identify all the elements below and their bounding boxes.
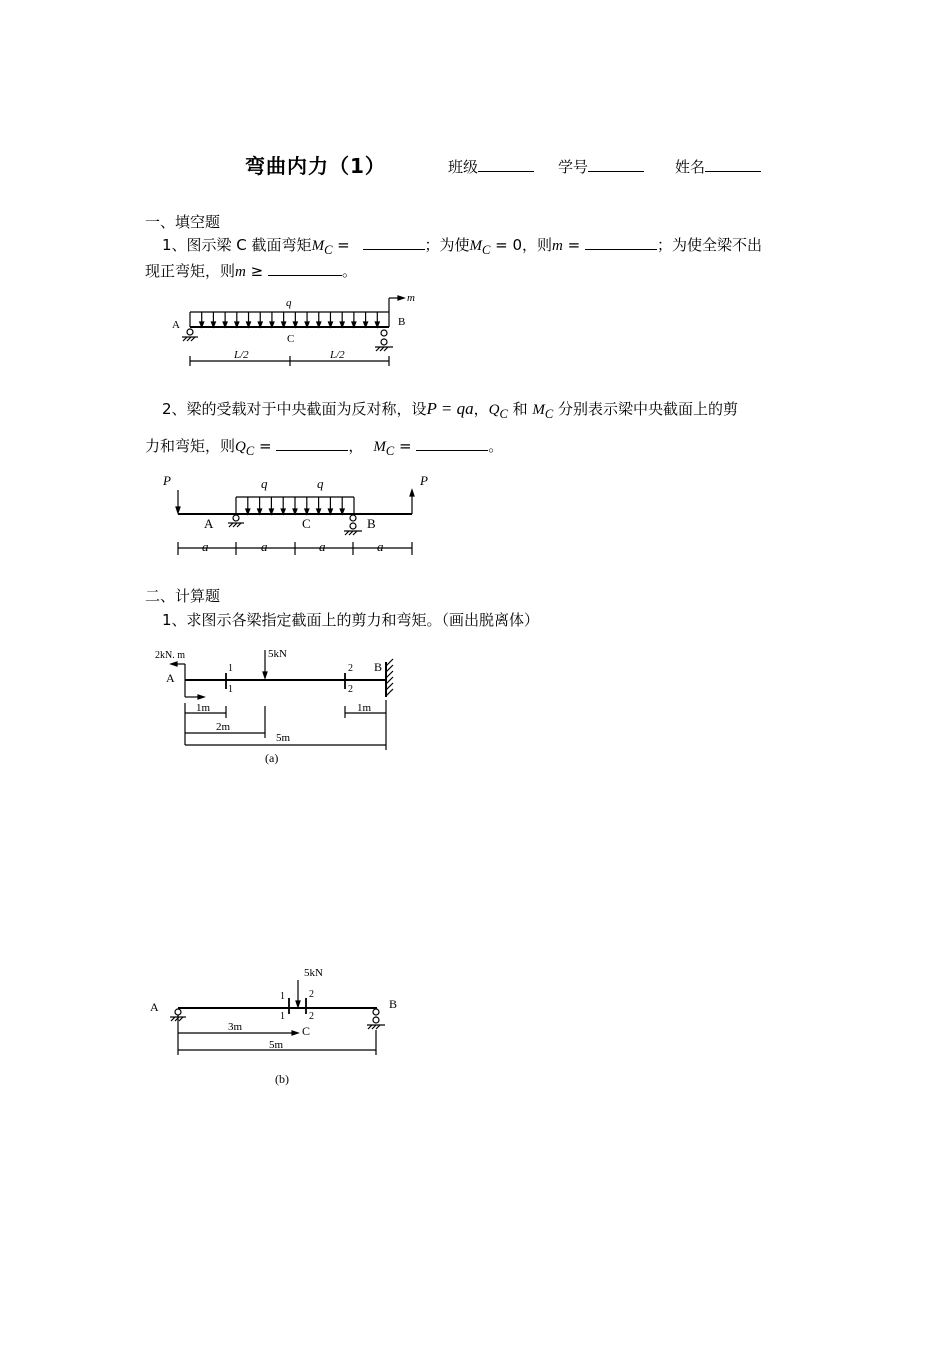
eq-sign-2: =: [562, 236, 585, 254]
fig1-A-label: A: [172, 319, 180, 331]
m-symbol-2: m: [235, 264, 246, 280]
figa-dim-1m-right: 1m: [357, 702, 372, 714]
figb-s1-top: 1: [280, 991, 285, 1002]
class-label: 班级: [448, 158, 479, 176]
fig2-P-right: P: [420, 473, 428, 488]
pqa-expression: P = qa: [426, 399, 474, 418]
fig2-dim-4: a: [377, 539, 384, 554]
q2-line2-mid: ，: [348, 437, 364, 455]
fig2-A-label: A: [204, 516, 214, 531]
q2-line2-text: 力和弯矩，则: [145, 437, 236, 455]
q2-text-b: 分别表示梁中央截面上的剪: [553, 400, 738, 418]
mc-symbol-4: M: [373, 439, 386, 455]
figa-s2-top: 2: [348, 663, 353, 674]
figb-caption: (b): [275, 1072, 289, 1086]
figb-force-label: 5kN: [304, 967, 323, 979]
figa-dim-2m: 2m: [216, 721, 231, 733]
q2-line2-end: 。: [488, 437, 504, 455]
eq-sign: =: [332, 236, 355, 254]
qc-symbol: Q: [488, 402, 500, 418]
fig2-C-label: C: [302, 516, 311, 531]
name-label: 姓名: [675, 158, 706, 176]
figa-s2-bot: 2: [348, 684, 353, 695]
figb-C-label: C: [302, 1024, 311, 1038]
section2-heading: 二、计算题: [145, 587, 221, 605]
m-symbol: m: [552, 238, 563, 254]
figa-caption: (a): [265, 751, 279, 765]
fig2-P-left: P: [163, 473, 171, 488]
figb-dim-5m: 5m: [269, 1039, 284, 1051]
mc-subscript-4: C: [385, 444, 395, 458]
figa-A-label: A: [166, 671, 175, 685]
section1-heading: 一、填空题: [145, 213, 221, 231]
mc-zero-text: = 0，则: [490, 236, 553, 254]
figa-moment-label: 2kN. m: [155, 650, 185, 661]
fig2-dim-2: a: [261, 539, 268, 554]
fig2-q-left: q: [261, 476, 268, 491]
mc-symbol-3: M: [532, 402, 545, 418]
q2-and: 和: [507, 400, 533, 418]
q1-text-c: ；为使全梁不出: [656, 236, 762, 254]
figa-dim-1m: 1m: [196, 702, 211, 714]
mc-subscript-3: C: [544, 407, 554, 421]
qc-subscript: C: [499, 407, 508, 421]
figa-s1-top: 1: [228, 663, 233, 674]
figa-s1-bot: 1: [228, 684, 233, 695]
figb-A-label: A: [150, 1000, 159, 1014]
mc-subscript-2: C: [482, 243, 491, 257]
qc-subscript-2: C: [245, 444, 255, 458]
figa-force-label: 5kN: [268, 648, 287, 660]
q1-line2-text: 现正弯矩，则: [145, 262, 236, 280]
figb-dim-3m: 3m: [228, 1021, 243, 1033]
eq-sign-3: =: [254, 437, 277, 455]
fig2-dim-1: a: [202, 539, 209, 554]
mc-subscript: C: [324, 243, 333, 257]
fig2-dim-3: a: [319, 539, 326, 554]
id-label: 学号: [558, 158, 589, 176]
figb-B-label: B: [389, 997, 398, 1011]
q1-text-b: ；为使: [424, 236, 470, 254]
figb-s2-top: 2: [309, 989, 314, 1000]
q1-line2-end: 。: [341, 262, 357, 280]
figa-B-label: B: [374, 660, 383, 674]
geq-sign: ≥: [245, 262, 268, 280]
fig1-B-label: B: [398, 316, 406, 328]
fig1-dim-right: L/2: [330, 349, 345, 361]
fig1-dim-left: L/2: [234, 349, 249, 361]
fig2-B-label: B: [367, 516, 376, 531]
figb-s2-bot: 2: [309, 1011, 314, 1022]
fig2-q-right: q: [317, 476, 324, 491]
eq-sign-4: =: [394, 437, 417, 455]
qc-symbol-2: Q: [235, 439, 246, 455]
figa-dim-5m: 5m: [276, 732, 291, 744]
q1-text-a: 1、图示梁 C 截面弯矩: [162, 236, 312, 254]
fig1-C-label: C: [287, 333, 295, 345]
fig1-q-label: q: [286, 297, 292, 309]
figb-s1-bot: 1: [280, 1011, 285, 1022]
q2-comma: ，: [473, 400, 489, 418]
fig1-m-label: m: [407, 292, 415, 304]
mc-symbol: M: [311, 238, 325, 254]
page-title: 弯曲内力（1）: [245, 154, 386, 178]
calc-q1: 1、求图示各梁指定截面上的剪力和弯矩。（画出脱离体）: [162, 611, 540, 629]
q2-text-a: 2、梁的受载对于中央截面为反对称，设: [162, 400, 427, 418]
mc-symbol-2: M: [469, 238, 483, 254]
